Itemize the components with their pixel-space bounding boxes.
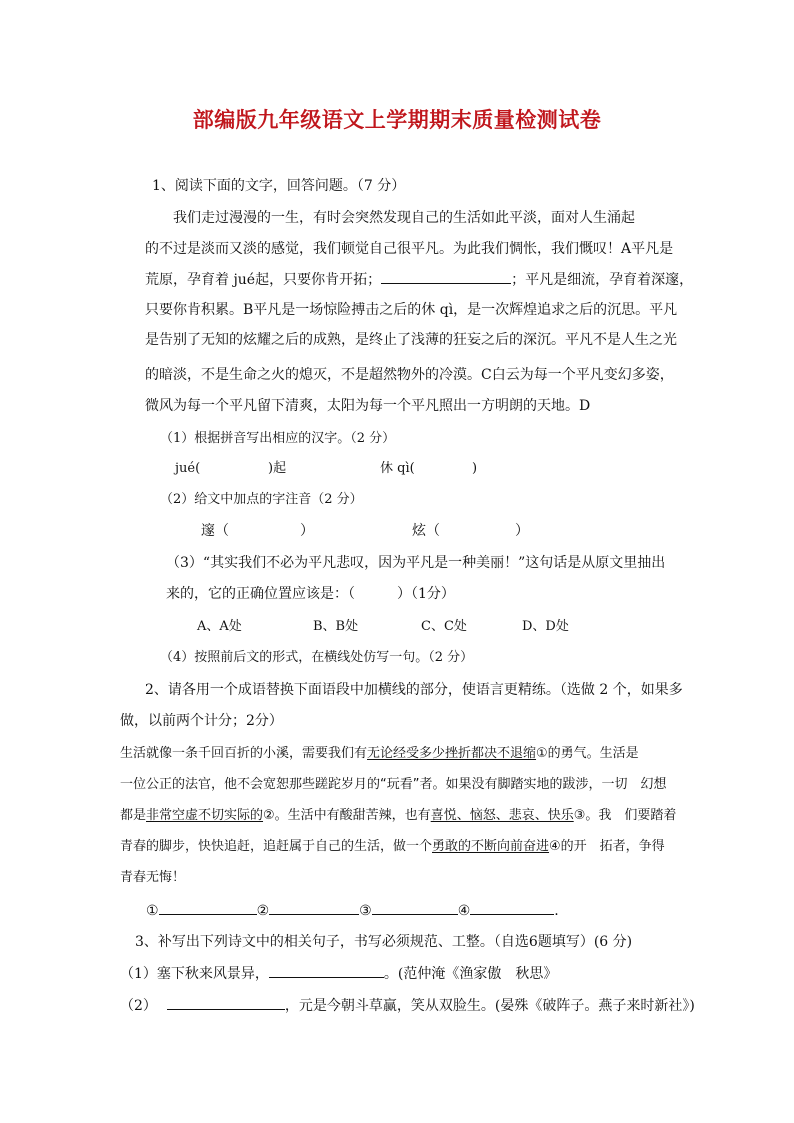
q3-text: （2） — [120, 998, 157, 1014]
answer-blank-3[interactable] — [372, 901, 458, 915]
fill-in-blank[interactable] — [381, 270, 511, 284]
q1-passage-line: 我们走过漫漫的一生，有时会突然发现自己的生活如此平淡，面对人生涌起 — [173, 210, 635, 226]
q2-answer-line — [146, 901, 559, 920]
q1-sub1-label: （1）根据拼音写出相应的汉字。（2 分） — [160, 431, 396, 446]
underlined-phrase-4: 勇敢的不断向前奋进 — [432, 839, 550, 854]
q1-sub2-a-end: ） — [300, 523, 314, 539]
answer-blank-2[interactable] — [269, 901, 359, 915]
option-c[interactable]: C、C处 — [421, 619, 467, 634]
q1-sub2-a: 邃（ — [201, 523, 229, 539]
q1-sub2-b: 炫（ — [412, 523, 440, 539]
q1-passage-text: ；平凡是细流，孕育着深邃， — [511, 272, 694, 288]
q1-passage-line: 是告别了无知的炫耀之后的成熟，是终止了浅薄的狂妄之后的深沉。平凡不是人生之光 — [145, 332, 677, 348]
option-b[interactable]: B、B处 — [313, 619, 359, 634]
answer-number: ④ — [457, 903, 471, 919]
answer-blank-1[interactable] — [159, 901, 257, 915]
poem-blank-1[interactable] — [269, 964, 384, 978]
q3-header: 3、补写出下列诗文中的相关句子，书写必须规范、工整。（自选6题填写）(6 分) — [135, 934, 633, 950]
q1-sub2-b-end: ） — [515, 523, 529, 539]
q2-paragraph-line — [120, 745, 639, 763]
q1-passage-line: 只要你肯积累。B平凡是一场惊险搏击之后的休 qì，是一次辉煌追求之后的沉思。平凡 — [145, 302, 678, 318]
q3-item-2 — [120, 996, 695, 1015]
q1-sub2-label: （2）给文中加点的字注音（2 分） — [160, 492, 363, 507]
q2-text: 都是 — [120, 808, 147, 823]
q1-passage-line: 微风为每一个平凡留下清爽，太阳为每一个平凡照出一方明朗的天地。D — [145, 398, 591, 414]
poem-blank-2[interactable] — [167, 996, 285, 1010]
q1-sub4: （4）按照前后文的形式，在横线处仿写一句。（2 分） — [160, 650, 474, 665]
q1-sub1-b: 休 qì( — [380, 461, 415, 476]
answer-number: ③ — [359, 903, 372, 919]
q2-text: ③。我 们要踏着 — [573, 808, 677, 823]
q2-paragraph-line — [120, 838, 665, 856]
q2-text: 青春的脚步，快快追赶，追赶属于自己的生活，做一个 — [120, 839, 433, 854]
q2-header-line: 做，以前两个计分；2分） — [120, 713, 283, 729]
q1-sub1-a: jué( — [175, 461, 201, 476]
q1-sub3-line: （3）“其实我们不必为平凡悲叹，因为平凡是一种美丽！”这句话是从原文里抽出 — [166, 555, 666, 571]
answer-number: ② — [256, 903, 270, 919]
underlined-phrase-2: 非常空虚不切实际的 — [146, 808, 264, 823]
q2-paragraph-line: 一位公正的法官，他不会宽恕那些蹉跎岁月的“玩看”者。如果没有脚踏实地的跋涉，一切 幻想 — [120, 777, 667, 792]
q1-passage-line: 的暗淡，不是生命之火的熄灭，不是超然物外的冷漠。C白云为每一个平凡变幻多姿， — [145, 367, 674, 383]
q1-header: 1、阅读下面的文字，回答问题。（7 分） — [152, 178, 406, 194]
q3-item-1 — [120, 964, 557, 983]
q2-paragraph-line: 青春无悔！ — [120, 870, 186, 885]
q2-text: ②。生活中有酸甜苦辣，也有 — [263, 808, 431, 823]
underlined-phrase-1: 无论经受多少挫折都决不退缩 — [367, 746, 537, 761]
q2-text: ①的勇气。生活是 — [536, 746, 639, 761]
answer-blank-4[interactable] — [470, 901, 554, 915]
underlined-phrase-3: 喜悦、恼怒、悲哀、快乐 — [430, 808, 574, 823]
option-a[interactable]: A、A处 — [197, 619, 242, 634]
q3-text: 。(范仲淹《渔家傲 秋思》 — [383, 966, 558, 982]
q2-text: ④的开 拓者，争得 — [549, 839, 665, 854]
q1-passage-line: 的不过是淡而又淡的感觉，我们顿觉自己很平凡。为此我们惆怅，我们慨叹！A平凡是 — [145, 241, 674, 257]
q1-sub3-line: 来的，它的正确位置应该是：（ ）（1分） — [166, 586, 455, 602]
option-d[interactable]: D、D处 — [522, 619, 569, 634]
q1-sub1-a-end: )起 — [268, 461, 287, 476]
page-title: 部编版九年级语文上学期期末质量检测试卷 — [192, 108, 602, 132]
q2-header-line: 2、请各用一个成语替换下面语段中加横线的部分，使语言更精练。（选做 2 个，如果多 — [145, 682, 683, 698]
answer-end: . — [554, 903, 559, 919]
q1-sub1-b-end: ) — [472, 461, 478, 476]
q2-text: 生活就像一条千回百折的小溪，需要我们有 — [120, 746, 368, 761]
q3-text: ，元是今朝斗草赢，笑从双脸生。(晏殊《破阵子。燕子来时新社》) — [284, 998, 695, 1014]
q1-passage-text: 荒原，孕育着 jué起，只要你肯开拓； — [145, 272, 382, 288]
q1-passage-line — [145, 270, 693, 289]
answer-number: ① — [146, 903, 159, 919]
q3-text: （1）塞下秋来风景异， — [120, 966, 269, 982]
q2-paragraph-line — [120, 807, 676, 825]
